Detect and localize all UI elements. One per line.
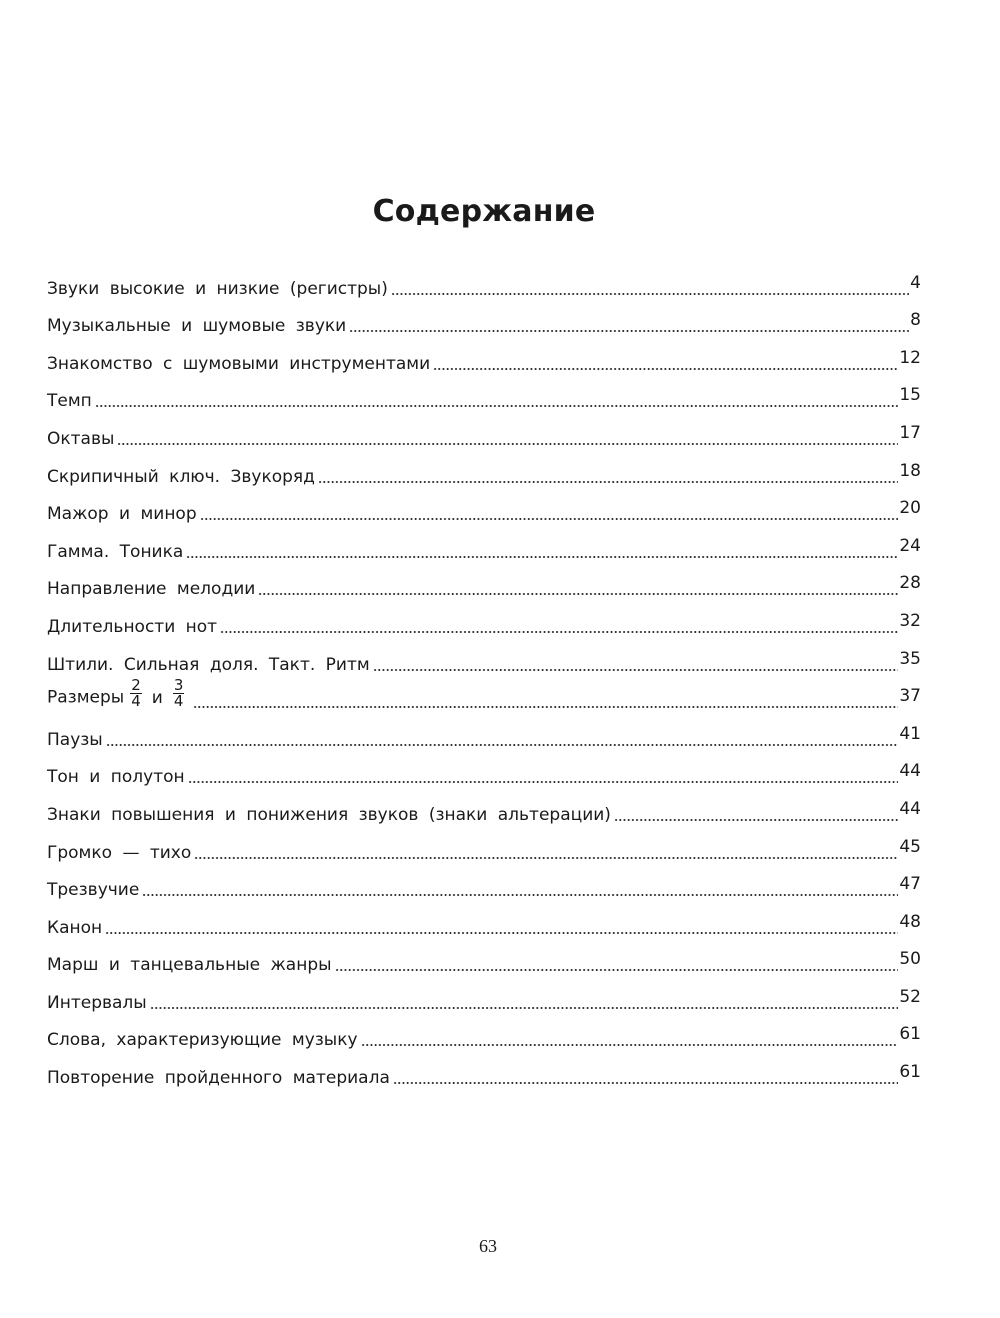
dot-leader xyxy=(335,950,899,972)
toc-entry xyxy=(47,788,921,826)
toc-entry-title: Звуки высокие и низкие (регистры) xyxy=(47,278,388,299)
dot-leader xyxy=(142,875,898,897)
toc-entry-title: Знакомство с шумовыми инструментами xyxy=(47,353,431,374)
toc-entry-title: Интервалы xyxy=(47,992,147,1013)
toc-entry xyxy=(47,525,921,563)
toc-entry xyxy=(47,713,921,751)
toc-entry-page: 15 xyxy=(899,385,921,406)
toc-entry-title: Паузы xyxy=(47,729,103,750)
toc-entry-page: 32 xyxy=(899,610,921,631)
toc-entry xyxy=(47,939,921,977)
toc-entry xyxy=(47,638,921,676)
toc-entry-page: 8 xyxy=(910,310,921,331)
toc-entry-title: Марш и танцевальные жанры xyxy=(47,955,332,976)
dot-leader xyxy=(117,424,898,446)
toc-entry-title: Длительности нот xyxy=(47,616,218,637)
toc-entry-title: Трезвучие xyxy=(47,880,140,901)
toc-entry xyxy=(47,864,921,902)
toc-entry-page: 4 xyxy=(910,272,921,293)
table-of-contents xyxy=(47,262,921,1089)
dot-leader xyxy=(318,462,898,484)
fraction-numerator: 3 xyxy=(173,676,184,695)
dot-leader xyxy=(150,988,899,1010)
toc-entry-page: 20 xyxy=(899,498,921,519)
toc-entry-title: Октавы xyxy=(47,428,115,449)
dot-leader xyxy=(393,1063,898,1085)
toc-entry-title: Гамма. Тоника xyxy=(47,541,184,562)
page-title: Содержание xyxy=(372,194,596,229)
toc-entry xyxy=(47,676,921,714)
toc-entry xyxy=(47,901,921,939)
toc-entry-page: 12 xyxy=(899,347,921,368)
dot-leader xyxy=(105,913,898,935)
toc-entry-page: 48 xyxy=(899,911,921,932)
toc-entry-page: 61 xyxy=(899,1062,921,1083)
toc-entry-title: Повторение пройденного материала xyxy=(47,1068,390,1089)
dot-leader xyxy=(361,1025,899,1047)
toc-entry-page: 52 xyxy=(899,986,921,1007)
dot-leader xyxy=(194,838,898,860)
toc-entry-page: 24 xyxy=(899,535,921,556)
toc-entry-page: 28 xyxy=(899,573,921,594)
dot-leader xyxy=(614,800,898,822)
toc-entry-page: 50 xyxy=(899,949,921,970)
toc-entry-title: Скрипичный ключ. Звукоряд xyxy=(47,466,315,487)
time-signature-fraction xyxy=(130,678,142,709)
dot-leader xyxy=(188,762,899,784)
dot-leader xyxy=(349,311,909,333)
toc-entry xyxy=(47,488,921,526)
dot-leader xyxy=(95,386,899,408)
dot-leader xyxy=(391,274,909,296)
toc-entry xyxy=(47,751,921,789)
dot-leader xyxy=(106,725,899,747)
page-number: 63 xyxy=(479,1236,497,1256)
fraction-numerator: 2 xyxy=(131,676,141,695)
toc-entry-page: 44 xyxy=(899,761,921,782)
toc-entry xyxy=(47,412,921,450)
toc-entry-title: Музыкальные и шумовые звуки xyxy=(47,316,347,337)
dot-leader xyxy=(200,499,899,521)
toc-entry xyxy=(47,450,921,488)
dot-leader xyxy=(258,574,898,596)
toc-entry-title: Слова, характеризующие музыку xyxy=(47,1030,358,1051)
toc-entry xyxy=(47,262,921,300)
toc-entry-page: 35 xyxy=(899,648,921,669)
dot-leader xyxy=(186,537,898,559)
toc-entry-title: Темп xyxy=(47,391,92,412)
toc-entry xyxy=(47,337,921,375)
toc-entry-page: 18 xyxy=(899,460,921,481)
dot-leader xyxy=(433,349,898,371)
fraction-denominator: 4 xyxy=(131,692,141,711)
toc-entry-page: 61 xyxy=(899,1024,921,1045)
toc-entry xyxy=(47,826,921,864)
toc-entry xyxy=(47,375,921,413)
toc-entry-title: Мажор и минор xyxy=(47,504,197,525)
toc-entry-title: Размеры $\frac{2}{4}$ и $\frac{3}{4}$ xyxy=(47,676,184,711)
toc-entry-title: Знаки повышения и понижения звуков (знаки альтерации) xyxy=(47,804,611,825)
toc-entry xyxy=(47,1014,921,1052)
time-signature-fraction xyxy=(173,678,185,709)
dot-leader xyxy=(220,612,898,634)
toc-entry xyxy=(47,1051,921,1089)
dot-leader xyxy=(373,650,899,672)
toc-entry-title: Направление мелодии xyxy=(47,579,256,600)
dot-leader xyxy=(193,687,898,709)
toc-entry xyxy=(47,976,921,1014)
conjunction: и xyxy=(151,687,163,708)
toc-entry-page: 44 xyxy=(899,798,921,819)
toc-entry-page: 47 xyxy=(899,874,921,895)
toc-entry-title: Громко — тихо xyxy=(47,842,192,863)
toc-entry-page: 17 xyxy=(899,422,921,443)
toc-entry-title: Канон xyxy=(47,917,103,938)
toc-entry-title: Штили. Сильная доля. Такт. Ритм xyxy=(47,654,370,675)
toc-entry xyxy=(47,600,921,638)
fraction-denominator: 4 xyxy=(173,692,184,711)
toc-entry-page: 37 xyxy=(899,686,921,707)
toc-entry xyxy=(47,300,921,338)
toc-entry-page: 41 xyxy=(899,723,921,744)
toc-entry-title: Тон и полутон xyxy=(47,767,185,788)
toc-entry-page: 45 xyxy=(899,836,921,857)
toc-entry xyxy=(47,563,921,601)
